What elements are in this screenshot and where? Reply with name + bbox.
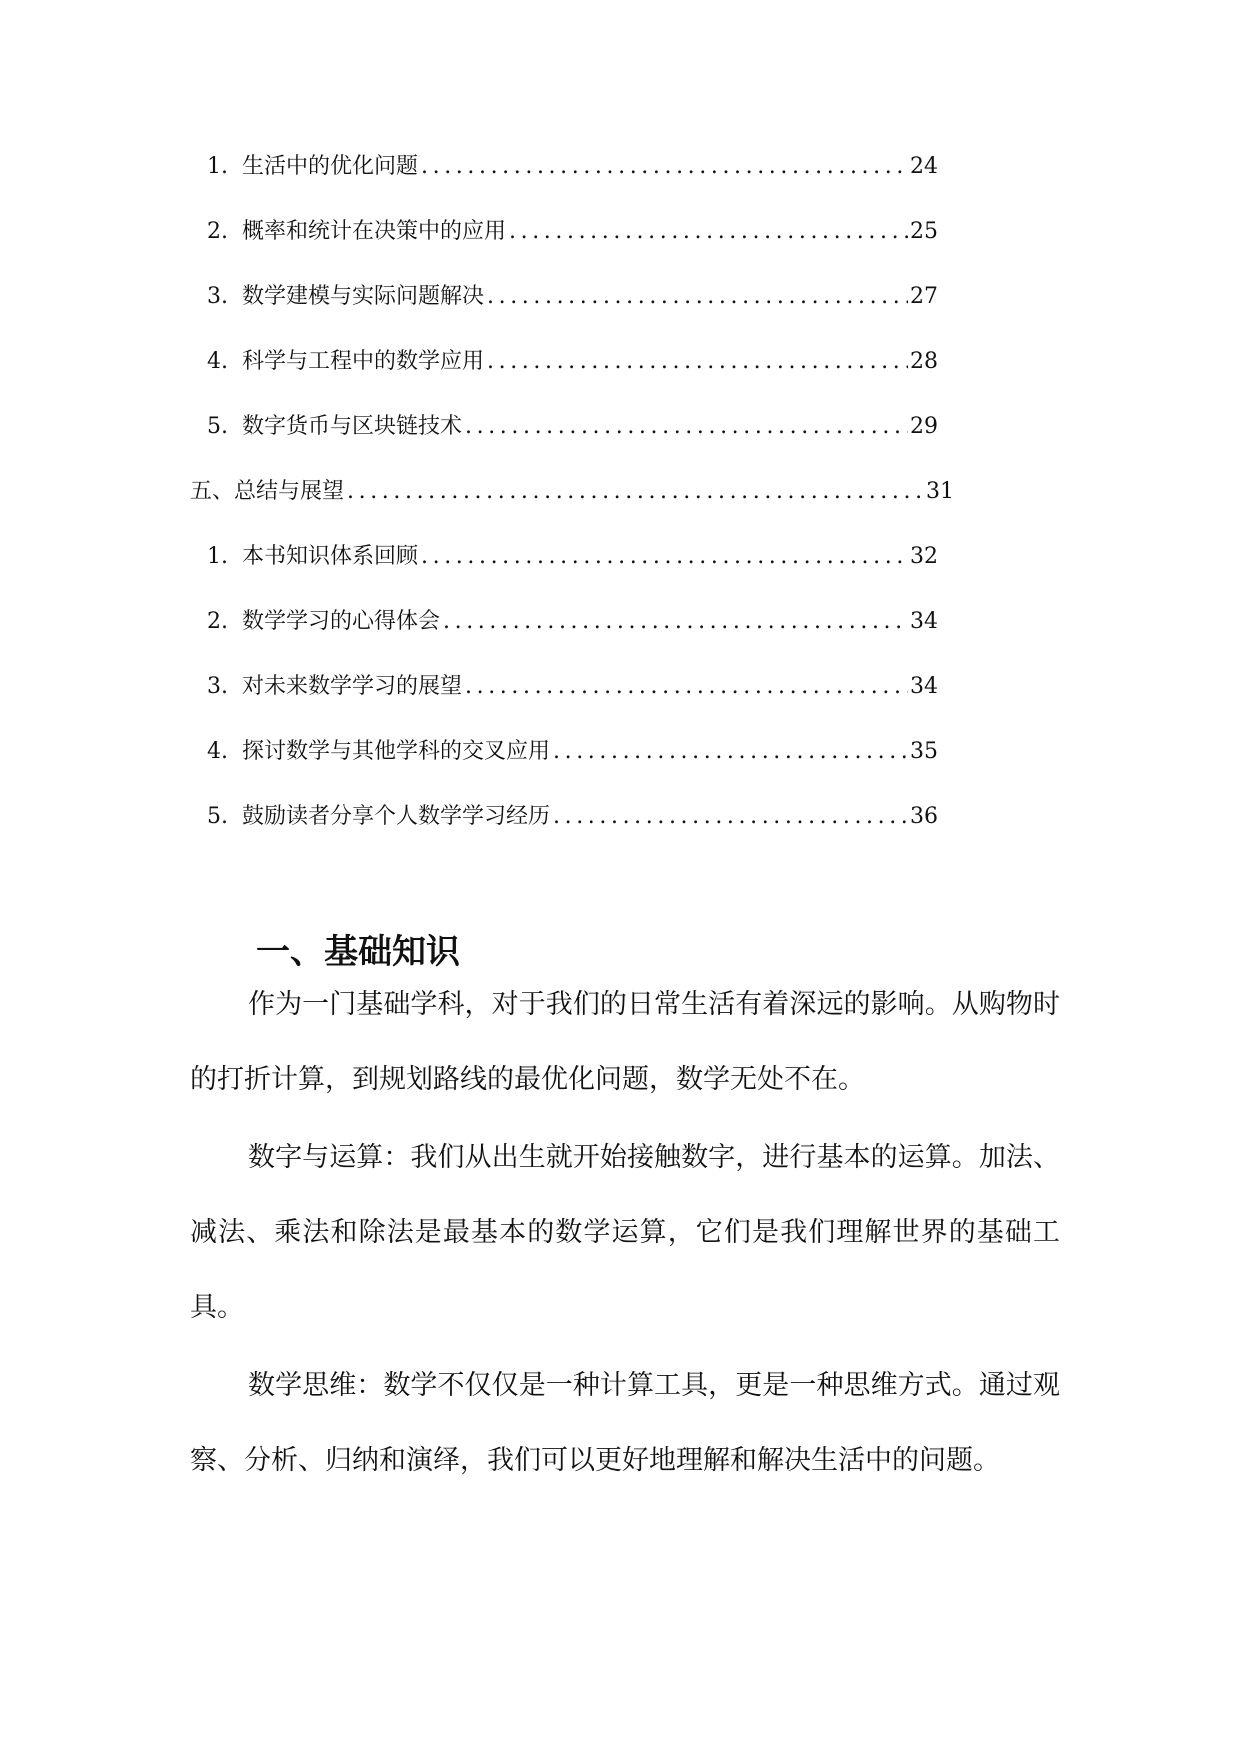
toc-entry-title: 数学建模与实际问题解决 xyxy=(242,284,485,309)
toc-entry[interactable] xyxy=(190,282,938,312)
toc-entry-title: 概率和统计在决策中的应用 xyxy=(242,219,507,244)
toc-entry-title: 探讨数学与其他学科的交叉应用 xyxy=(242,739,551,764)
toc-entry[interactable] xyxy=(190,672,938,702)
body-paragraph: 作为一门基础学科，对于我们的日常生活有着深远的影响。从购物时的打折计算，到规划路线的最优化问题，数学无处不在。 xyxy=(190,989,1060,1095)
toc-entry-number: 4. xyxy=(207,349,228,374)
toc-entry-number: 3. xyxy=(207,284,228,309)
toc-dot-leader xyxy=(484,282,908,312)
toc-entry-number: 5. xyxy=(207,414,228,439)
toc-entry[interactable] xyxy=(190,152,938,182)
toc-dot-leader xyxy=(440,607,908,637)
toc-dot-leader xyxy=(506,217,908,247)
toc-chapter-entry[interactable] xyxy=(190,477,954,507)
toc-entry-page: 29 xyxy=(910,414,938,439)
toc-entry-page: 31 xyxy=(926,479,954,504)
toc-entry-number: 4. xyxy=(207,739,228,764)
toc-entry-page: 34 xyxy=(910,609,938,634)
toc-entry-page: 34 xyxy=(910,674,938,699)
toc-entry-page: 35 xyxy=(910,739,938,764)
toc-entry-page: 28 xyxy=(910,349,938,374)
toc-dot-leader xyxy=(462,672,908,702)
toc-entry[interactable] xyxy=(190,347,938,377)
toc-dot-leader xyxy=(418,542,908,572)
toc-entry-page: 36 xyxy=(910,804,938,829)
toc-entry-page: 24 xyxy=(910,154,938,179)
toc-entry-page: 27 xyxy=(910,284,938,309)
toc-dot-leader xyxy=(550,737,908,767)
section-heading: 一、基础知识 xyxy=(256,932,460,973)
toc-entry[interactable] xyxy=(190,412,938,442)
toc-dot-leader xyxy=(418,152,908,182)
toc-entry-title: 对未来数学学习的展望 xyxy=(242,674,463,699)
toc-entry-number: 1. xyxy=(207,154,228,179)
toc-entry-number: 2. xyxy=(207,219,228,244)
toc-dot-leader xyxy=(484,347,908,377)
toc-entry-number: 5. xyxy=(207,804,228,829)
toc-entry[interactable] xyxy=(190,737,938,767)
toc-entry-title: 科学与工程中的数学应用 xyxy=(242,349,485,374)
toc-entry-title: 数字货币与区块链技术 xyxy=(242,414,463,439)
toc-dot-leader xyxy=(550,802,908,832)
toc-entry-title: 数学学习的心得体会 xyxy=(242,609,441,634)
toc-entry[interactable] xyxy=(190,217,938,247)
toc-entry-number: 1. xyxy=(207,544,228,569)
toc-entry[interactable] xyxy=(190,802,938,832)
toc-entry[interactable] xyxy=(190,542,938,572)
toc-entry-page: 25 xyxy=(910,219,938,244)
toc-entry-title: 鼓励读者分享个人数学学习经历 xyxy=(242,804,551,829)
toc-entry-page: 32 xyxy=(910,544,938,569)
toc-entry-title: 生活中的优化问题 xyxy=(242,154,419,179)
toc-entry-title: 五、总结与展望 xyxy=(190,479,345,504)
toc-dot-leader xyxy=(344,477,924,507)
toc-entry[interactable] xyxy=(190,607,938,637)
body-paragraph: 数学思维：数学不仅仅是一种计算工具，更是一种思维方式。通过观察、分析、归纳和演绎，我们可以更好地理解和解决生活中的问题。 xyxy=(190,1370,1060,1476)
toc-entry-title: 本书知识体系回顾 xyxy=(242,544,419,569)
toc-entry-number: 3. xyxy=(207,674,228,699)
toc-entry-number: 2. xyxy=(207,609,228,634)
body-paragraph: 数字与运算：我们从出生就开始接触数字，进行基本的运算。加法、减法、乘法和除法是最基本的数学运算，它们是我们理解世界的基础工具。 xyxy=(190,1142,1060,1323)
toc-dot-leader xyxy=(462,412,908,442)
